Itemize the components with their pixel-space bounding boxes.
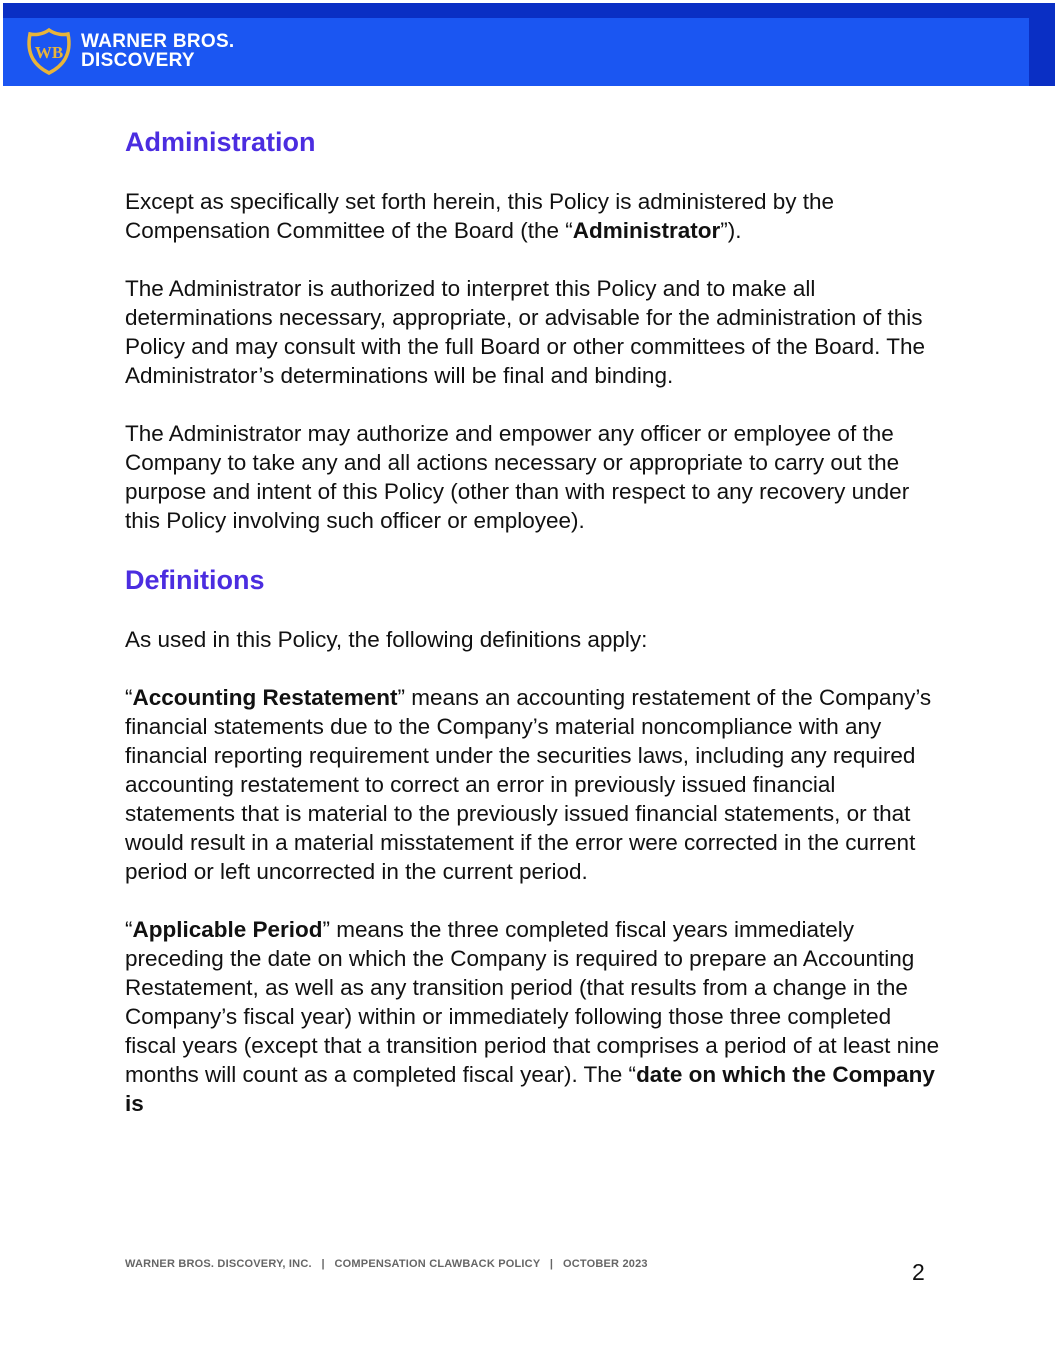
footer-text: WARNER BROS. DISCOVERY, INC. | COMPENSATION CLAWBACK POLICY | OCTOBER 2023 [125,1258,648,1270]
section-heading-administration: Administration [125,127,316,157]
brand-line-2: DISCOVERY [81,50,195,71]
definitions-intro: As used in this Policy, the following definitions apply: [125,627,648,652]
defined-term-accounting-restatement: Accounting Restatement [132,685,398,710]
brand-wordmark [81,32,235,70]
defined-term-date-required: date on which the Company is [125,1062,935,1116]
wb-monogram: WB [34,43,64,62]
brand-logo [25,27,235,75]
document-body [125,122,940,1118]
header-right-edge [1029,18,1055,86]
administration-paragraph-2: The Administrator is authorized to interpret this Policy and to make all determinations necessary, appropriate, or advisable for the administration of this Policy and may consult with the full Board or other committees of the Board. The Administrator’s determinations will be final and binding. [125,276,925,388]
administration-paragraph-3: The Administrator may authorize and empower any officer or employee of the Company to take any and all actions necessary or appropriate to carry out the purpose and intent of this Policy (other than with respect to any recovery under this Policy involving such officer or employee). [125,421,910,533]
brand-line-1: WARNER BROS. [81,31,235,52]
administration-paragraph-1: Except as specifically set forth herein, this Policy is administered by the Compensation Committee of the Board (the “Administrator”). [125,189,835,243]
header-top-edge [3,3,1055,18]
section-heading-definitions: Definitions [125,565,265,595]
definition-accounting-restatement: “Accounting Restatement” means an accounting restatement of the Company’s financial statements due to the Company’s material noncompliance with any financial reporting requirement under the securities laws, including any required accounting restatement to correct an error in previously issued financial statements that is material to the previously issued financial statements, or that would result in a material misstatement if the error were corrected in the current period or left uncorrected in the current period. [125,685,932,884]
definition-applicable-period: “Applicable Period” means the three completed fiscal years immediately preceding the date on which the Company is required to prepare an Accounting Restatement, as well as any transition period (that results from a change in the Company’s fiscal year) within or immediately following those three completed fiscal years (except that a transition period that comprises a period of at least nine months will count as a completed fiscal year). The “date on which the Company is [125,917,940,1116]
wb-shield-icon [25,27,73,75]
defined-term-administrator: Administrator [572,218,721,243]
defined-term-applicable-period: Applicable Period [132,917,323,942]
page-number: 2 [912,1259,925,1285]
header-band [3,18,1029,86]
